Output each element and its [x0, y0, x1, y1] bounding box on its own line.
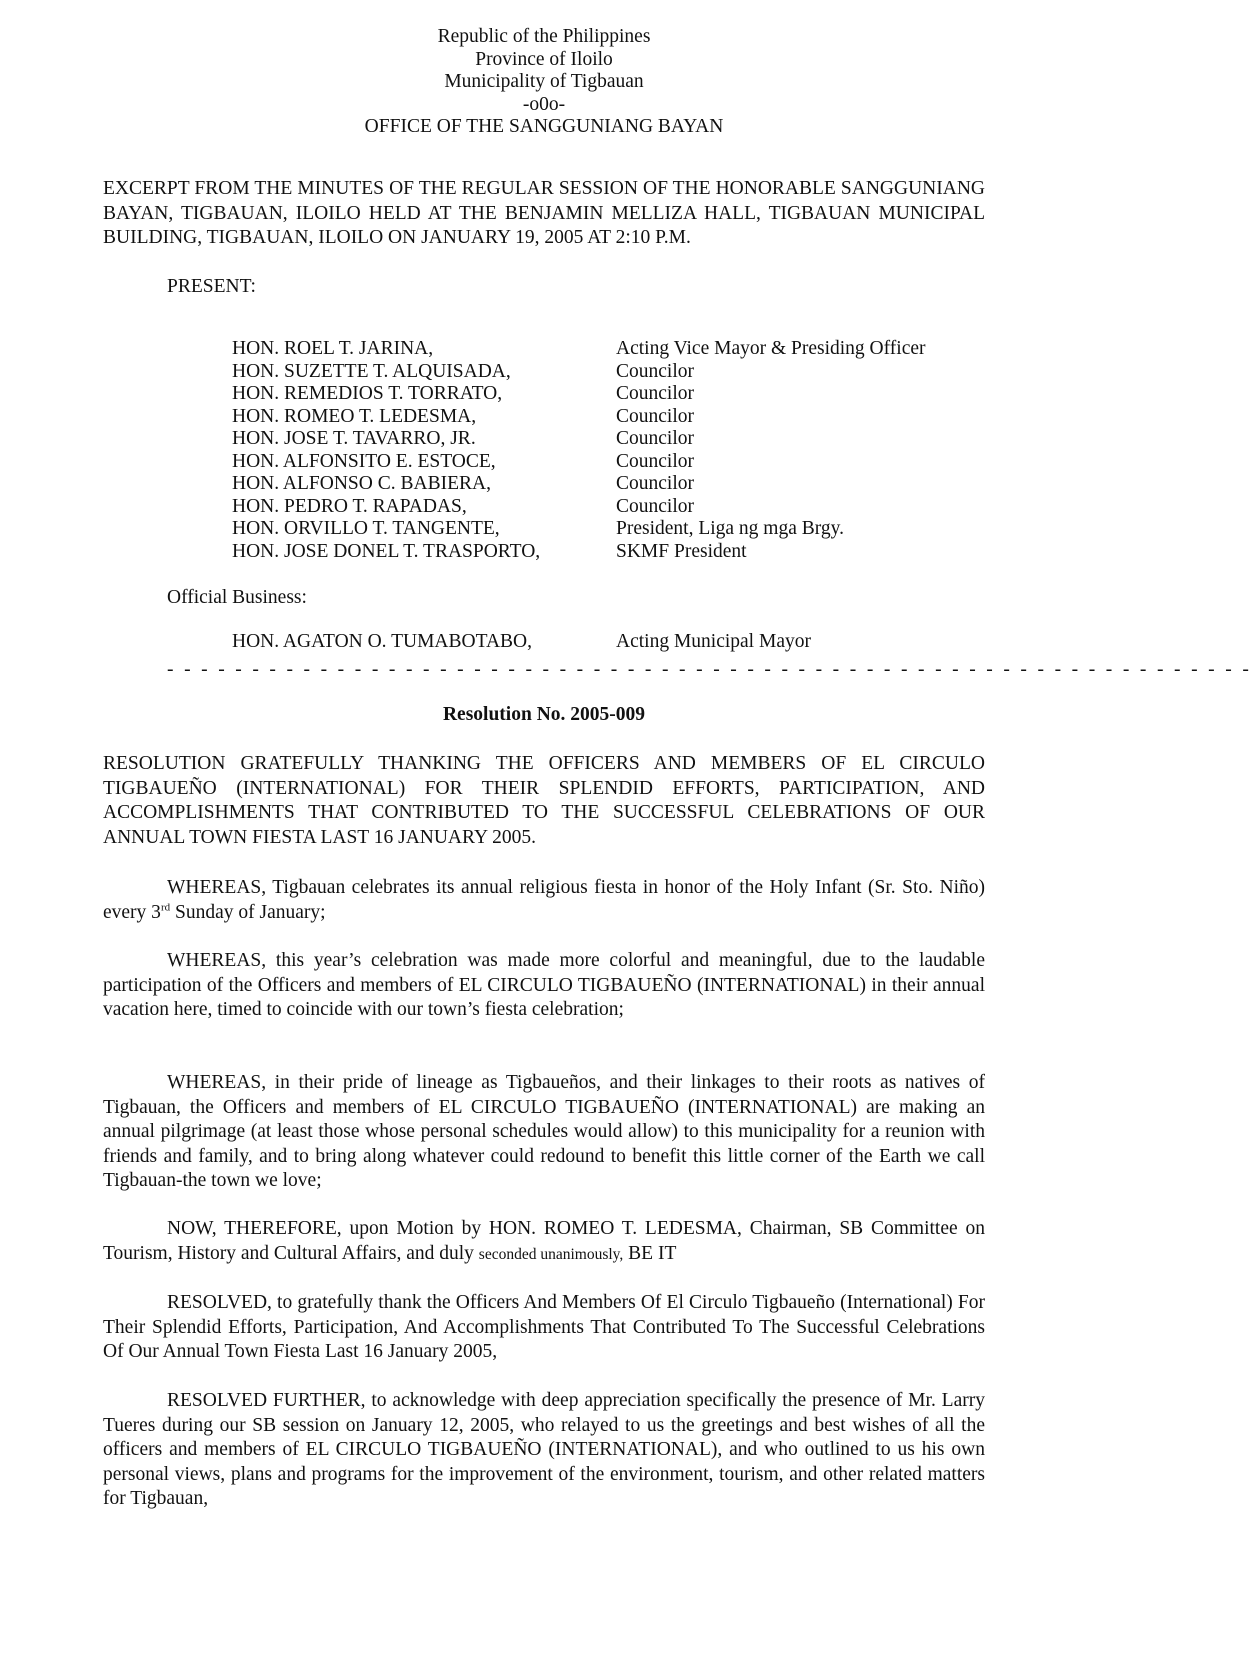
resolved-further-paragraph: RESOLVED FURTHER, to acknowledge with deep appreciation specifically the presence of Mr. Larry Tueres during our SB session on January 12, 2005, who relayed to us the greetings and best wishes of all the officers and members of EL CIRCULO TIGBAUEÑO (INTERNATIONAL), and who outlined to us his own personal views, plans and programs for the improvement of the environment, tourism, and other related matters for Tigbauan, [103, 1390, 985, 1509]
attendee-role: Councilor [616, 450, 694, 472]
attendee-name: HON. REMEDIOS T. TORRATO, [232, 383, 503, 404]
attendee-role: Councilor [616, 473, 694, 494]
attendee-row [232, 496, 952, 519]
excerpt-paragraph: EXCERPT FROM THE MINUTES OF THE REGULAR SESSION OF THE HONORABLE SANGGUNIANG BAYAN, TIGBAUAN, ILOILO HELD AT THE BENJAMIN MELLIZA HALL, TIGBAUAN MUNICIPAL BUILDING, TIGBAUAN, ILOILO ON JANUARY 19, 2005 AT 2:10 P.M. [103, 178, 985, 248]
header-republic: Republic of the Philippines [437, 26, 651, 47]
header-separator: -o0o- [522, 93, 566, 115]
attendee-role: SKMF President [616, 540, 747, 562]
dashed-divider: - - - - - - - - - - - - - - - - - - - - - - - - - - - - - - - - - - - - - - - - - - - - - - - - - - - - - - - - - - - - - - - - [167, 659, 1252, 680]
resolution-title: RESOLUTION GRATEFULLY THANKING THE OFFICERS AND MEMBERS OF EL CIRCULO TIGBAUEÑO (INTERNATIONAL) FOR THEIR SPLENDID EFFORTS, PARTICIPATION, AND ACCOMPLISHMENTS THAT CONTRIBUTED TO THE SUCCESSFUL CELEBRATIONS OF OUR ANNUAL TOWN FIESTA LAST 16 JANUARY 2005. [103, 753, 985, 848]
attendee-row [232, 406, 952, 429]
resolved-paragraph: RESOLVED, to gratefully thank the Officers And Members Of El Circulo Tigbaueño (International) For Their Splendid Efforts, Participation, And Accomplishments That Contributed To The Successful Celebrations Of Our Annual Town Fiesta Last 16 January 2005, [103, 1292, 985, 1362]
now-therefore-small-text: seconded unanimously, [478, 1245, 624, 1263]
attendee-name: HON. ROEL T. JARINA, [232, 338, 434, 359]
attendee-row [232, 518, 952, 541]
whereas-paragraph-2: WHEREAS, this year’s celebration was made more colorful and meaningful, due to the laudable participation of the Officers and members of EL CIRCULO TIGBAUEÑO (INTERNATIONAL) in their annual vacation here, timed to coincide with our town’s fiesta celebration; [103, 950, 985, 1020]
now-therefore-text: NOW, THEREFORE, upon Motion by HON. ROMEO T. LEDESMA, Chairman, SB Committee on Tourism, History and Cultural Affairs, and duly [103, 1218, 985, 1264]
attendee-list [232, 338, 952, 563]
letterhead [0, 26, 1088, 139]
attendee-row [232, 473, 952, 496]
attendee-name: HON. PEDRO T. RAPADAS, [232, 495, 467, 517]
official-business-label: Official Business: [167, 587, 307, 608]
official-business-list [232, 631, 952, 654]
whereas-paragraph-1 [103, 876, 985, 925]
ordinal-superscript: rd [160, 901, 171, 913]
attendee-name: HON. JOSE T. TAVARRO, JR. [232, 428, 476, 449]
header-municipality: Municipality of Tigbauan [444, 71, 644, 92]
attendee-row [232, 541, 952, 564]
attendee-role: Councilor [616, 360, 694, 382]
attendee-name: HON. ALFONSITO E. ESTOCE, [232, 450, 496, 472]
attendee-role: Councilor [616, 495, 694, 517]
attendee-row [232, 361, 952, 384]
attendee-role: Councilor [616, 405, 694, 427]
official-business-role: Acting Municipal Mayor [616, 631, 811, 652]
attendee-row [232, 383, 952, 406]
whereas-1-text: WHEREAS, Tigbauan celebrates its annual religious fiesta in honor of the Holy Infant (Sr. Sto. Niño) every 3 [103, 877, 985, 923]
attendee-name: HON. ORVILLO T. TANGENTE, [232, 518, 500, 539]
official-business-row [232, 631, 952, 654]
header-office: OFFICE OF THE SANGGUNIANG BAYAN [364, 116, 724, 137]
whereas-paragraph-3: WHEREAS, in their pride of lineage as Tigbaueños, and their linkages to their roots as natives of Tigbauan, the Officers and members of EL CIRCULO TIGBAUEÑO (INTERNATIONAL) are making an annual pilgrimage (at least those whose personal schedules would allow) to this municipality for a reunion with friends and family, and to bring along whatever could redound to benefit this little corner of the Earth we call Tigbauan-the town we love; [103, 1072, 985, 1191]
attendee-role: Councilor [616, 383, 694, 404]
attendee-name: HON. JOSE DONEL T. TRASPORTO, [232, 540, 541, 562]
whereas-1-text-end: Sunday of January; [170, 901, 326, 923]
now-therefore-text-end: BE IT [623, 1242, 677, 1264]
attendee-name: HON. ROMEO T. LEDESMA, [232, 405, 477, 427]
attendee-name: HON. ALFONSO C. BABIERA, [232, 473, 491, 494]
attendee-name: HON. SUZETTE T. ALQUISADA, [232, 360, 511, 382]
now-therefore-paragraph [103, 1217, 985, 1267]
attendee-row [232, 428, 952, 451]
attendee-role: Acting Vice Mayor & Presiding Officer [616, 338, 926, 359]
header-province: Province of Iloilo [475, 48, 613, 70]
attendee-row [232, 338, 952, 361]
official-business-name: HON. AGATON O. TUMABOTABO, [232, 631, 532, 652]
attendee-row [232, 451, 952, 474]
present-label: PRESENT: [167, 276, 256, 297]
attendee-role: Councilor [616, 428, 694, 449]
resolution-number: Resolution No. 2005-009 [442, 704, 646, 725]
attendee-role: President, Liga ng mga Brgy. [616, 518, 845, 539]
